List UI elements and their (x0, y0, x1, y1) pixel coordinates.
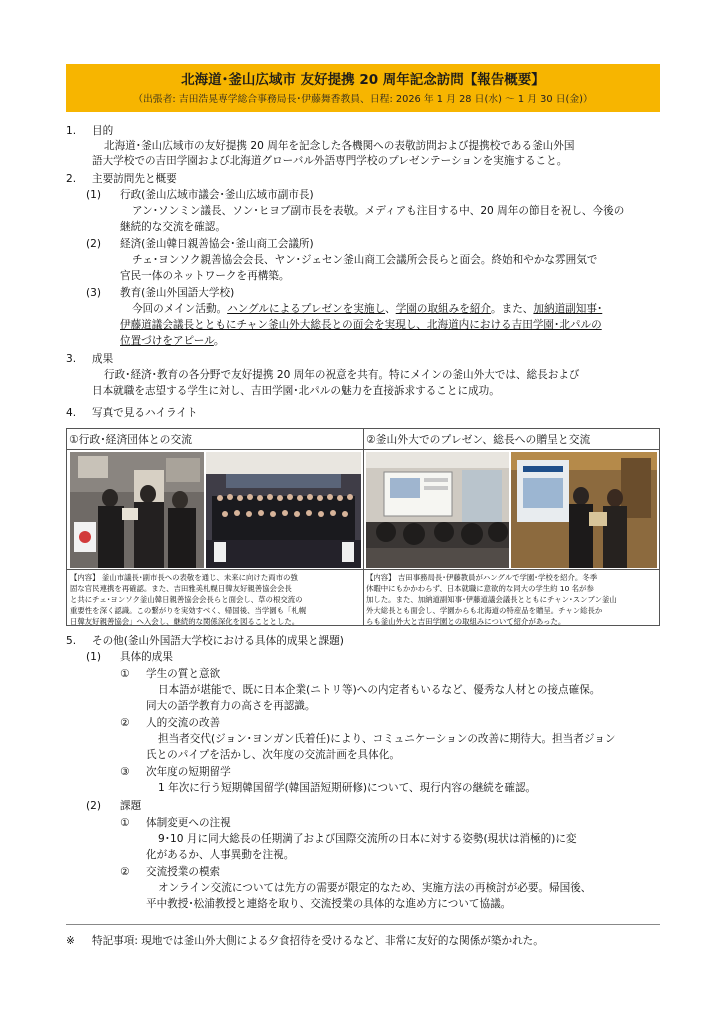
section-3-title: 成果 (92, 353, 114, 365)
subsection-number: (2) (86, 800, 102, 812)
item-title: 学生の質と意欲 (146, 668, 221, 680)
subsection-text-line: 官民一体のネットワークを再構築。 (120, 270, 290, 282)
subsection-text-line: チェ･ヨンソク親善協会会長、ヤン･ジェセン釜山商工会議所会長らと面会。終始和やかな雰囲気で (132, 254, 598, 266)
section-4-title: 写真で見るハイライト (92, 407, 198, 419)
item-number: ① (120, 817, 130, 829)
subsection-title: 具体的成果 (120, 651, 173, 663)
left-caption-line: と共にチェ･ヨンソク釜山韓日親善協会会長らと面会し、草の根交流の (70, 595, 303, 604)
item-title: 交流授業の模索 (146, 866, 221, 878)
subsection-text-line (132, 302, 602, 316)
left-photo-heading: ①行政･経済団体との交流 (69, 433, 193, 446)
note-divider (66, 924, 660, 925)
right-caption-line: 【内容】 吉田事務局長･伊藤教員がハングルで学園･学校を紹介。冬季 (366, 573, 598, 582)
right-caption-line: 外大総長とも面会し、学園からも北海道の特産品を贈呈。チャン総長か (366, 606, 603, 615)
section-1-text-line: 語大学校での吉田学園および北海道グローバル外語専門学校のプレゼンテーションを実施すること。 (92, 155, 568, 167)
section-1-text-line: 北海道･釜山広域市の友好提携 20 周年を記念した各機関への表敬訪問および提携校である釜山外国 (104, 140, 575, 152)
item-number: ② (120, 717, 130, 729)
item-title: 体制変更への注視 (146, 817, 231, 829)
item-text-line: 担当者交代(ジョン･ヨンガン氏着任)により、コミュニケーションの改善に期待大。担当者ジョン (158, 733, 616, 745)
subsection-title: 教育(釜山外国語大学校) (120, 287, 235, 299)
subsection-text-line: 継続的な交流を確認。 (120, 221, 226, 233)
highlight-text: 加納道副知事･ (533, 303, 603, 315)
item-text-line: 氏とのパイプを活かし、次年度の交流計画を具体化。 (146, 749, 400, 761)
subsection-title: 経済(釜山韓日親善協会･釜山商工会議所) (120, 238, 314, 250)
left-caption-line: 固な官民連携を再確認。また、吉田雅美札幌日韓友好親善協会会長 (70, 584, 292, 593)
item-text-line: 同大の語学教育力の高さを再認識。 (146, 700, 316, 712)
item-number: ① (120, 668, 130, 680)
left-caption-line: 日韓友好親善協会」へ入会し、継続的な関係深化を図ることとした。 (70, 617, 300, 626)
section-5-title: その他(釜山外国語大学校における具体的成果と課題) (92, 635, 344, 647)
section-4-number: 4. (66, 407, 77, 419)
item-number: ② (120, 866, 130, 878)
item-text-line: 化があるか、人事異動を注視。 (146, 849, 295, 861)
highlight-text: ハングルによるプレゼンを実施し (227, 303, 386, 315)
item-text-line: 1 年次に行う短期韓国留学(韓国語短期研修)について、現行内容の継続を確認。 (158, 782, 537, 794)
gift-presentation-photo (511, 452, 657, 568)
subsection-number: (3) (86, 287, 102, 299)
subsection-text-line: アン･ソンミン議長、ソン･ヒヨブ副市長を表敬。メディアも注目する中、20 周年の節目を祝し、今後の (132, 205, 625, 217)
text-fragment: 、 (385, 303, 396, 315)
section-3-number: 3. (66, 353, 77, 365)
section-1-title: 目的 (92, 125, 114, 137)
subsection-text-line: 伊藤道議会議長とともにチャン釜山外大総長との面会を実現し、北海道内における吉田学園･北パルの (120, 319, 602, 331)
title-banner (66, 64, 660, 112)
subsection-number: (1) (86, 651, 102, 663)
right-caption-line: 加した。また、加納道副知事･伊藤道議会議長とともにチャン･スンブン釜山 (366, 595, 617, 604)
right-photo-heading: ②釜山外大でのプレゼン、総長への贈呈と交流 (366, 433, 591, 446)
note-mark: ※ (66, 935, 75, 947)
text-fragment: 。 (213, 335, 225, 347)
section-3-text-line: 行政･経済･教育の各分野で友好提携 20 周年の祝意を共有。特にメインの釜山外大では、総長および (104, 369, 580, 381)
left-caption-line: 【内容】 釜山市議長･副市長への表敬を通じ、未来に向けた両市の強 (70, 573, 298, 582)
item-text-line: オンライン交流については先方の需要が限定的なため、実施方法の再検討が必要。帰国後、 (158, 882, 592, 894)
trip-details: （出張者: 吉田浩晃専学総合事務局長･伊藤舞香教員、日程: 2026 年 1 月 28 日(水) ～ 1 月 30 日(金)） (133, 94, 593, 105)
item-text-line: 9･10 月に同大総長の任期満了および国際交流所の日本に対する姿勢(現状は消極的)に変 (158, 833, 577, 845)
right-caption-line: らも釜山外大と吉田学園との取組みについて紹介があった。 (366, 617, 566, 626)
item-number: ③ (120, 766, 130, 778)
left-caption-line: 重要性を深く認識。この繋がりを実効すべく、帰国後、当学園も「札幌 (70, 606, 307, 615)
right-caption-line: 休暇中にもかかわらず、日本就職に意欲的な同大の学生約 10 名が参 (366, 584, 594, 593)
text-fragment: 今回のメイン活動。 (132, 303, 228, 315)
subsection-title: 行政(釜山広域市議会･釜山広域市副市長) (120, 189, 314, 201)
section-2-title: 主要訪問先と概要 (92, 173, 177, 185)
photo-highlight-table (66, 428, 660, 626)
subsection-title: 課題 (120, 800, 142, 812)
group-photo (206, 452, 361, 568)
subsection-number: (1) (86, 189, 102, 201)
item-title: 次年度の短期留学 (146, 766, 231, 778)
text-fragment: 。また、 (491, 303, 534, 315)
special-note: 特記事項: 現地では釜山外大側による夕食招待を受けるなど、非常に友好的な関係が築かれた。 (92, 935, 544, 947)
item-text-line: 平中教授･松浦教授と連絡を取り、交流授業の具体的な進め方について協議。 (146, 898, 512, 910)
highlight-text: 位置づけをアピール (120, 335, 214, 347)
subsection-number: (2) (86, 238, 102, 250)
section-5-number: 5. (66, 635, 77, 647)
section-3-text-line: 日本就職を志望する学生に対し、吉田学園･北パルの魅力を直接訴求することに成功。 (92, 385, 500, 397)
presentation-photo (366, 452, 509, 568)
section-1-number: 1. (66, 125, 77, 137)
report-title: 北海道･釜山広域市 友好提携 20 周年記念訪問【報告概要】 (181, 72, 545, 88)
item-text-line: 日本語が堪能で、既に日本企業(ニトリ等)への内定者もいるなど、優秀な人材との接点確保。 (158, 684, 601, 696)
highlight-text: 学園の取組みを紹介 (395, 303, 492, 315)
ceremony-photo (70, 452, 204, 568)
item-title: 人的交流の改善 (146, 717, 221, 729)
section-2-number: 2. (66, 173, 77, 185)
subsection-text-line (120, 334, 224, 348)
